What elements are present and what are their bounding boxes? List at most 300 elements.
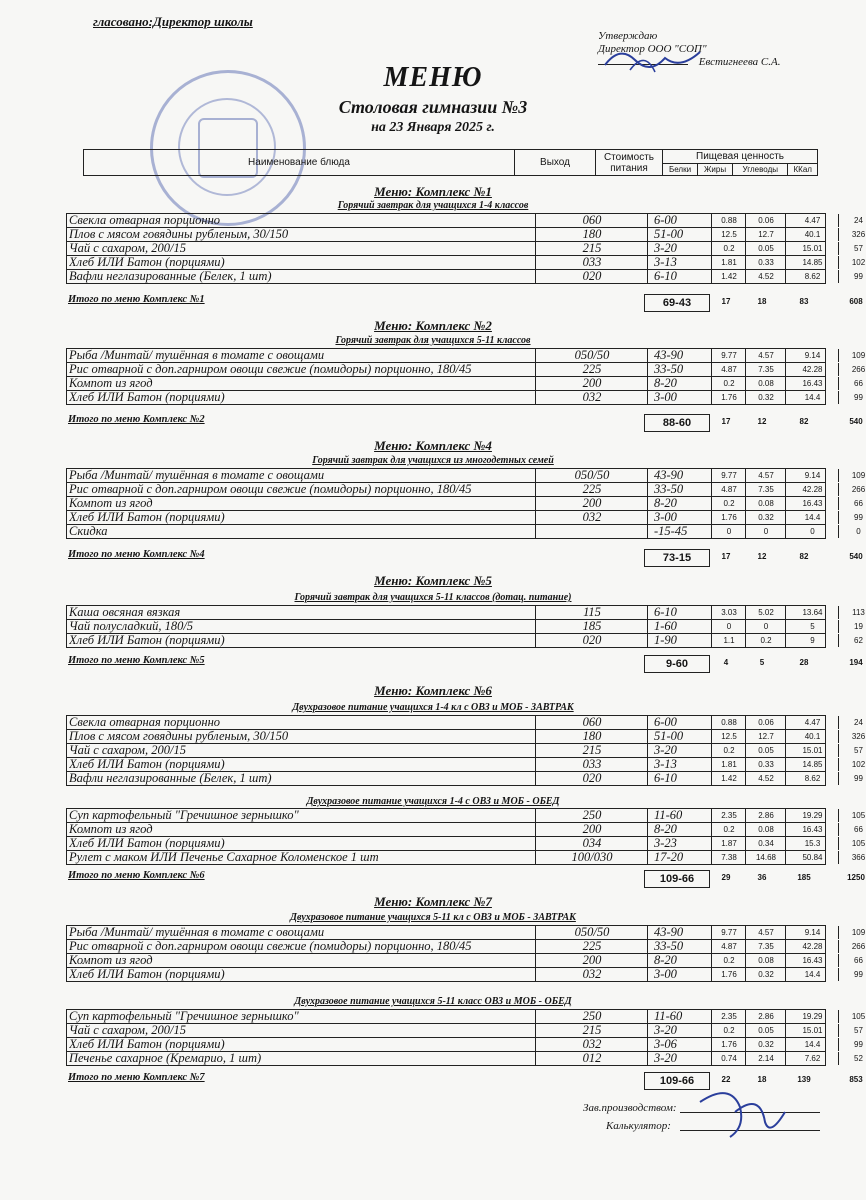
- meal-subtitle: Горячий завтрак для учащихся 5-11 классов: [335, 335, 531, 346]
- dish-carbs: 42.28: [785, 363, 839, 376]
- dish-price: 3-00: [647, 511, 711, 524]
- dish-name: Хлеб ИЛИ Батон (порциями): [69, 256, 225, 269]
- dish-kcal: 266: [838, 940, 866, 953]
- total-j: 5: [759, 658, 765, 667]
- table-row: [66, 525, 861, 539]
- table-row: [66, 758, 866, 772]
- total-price: 9-60: [644, 655, 710, 673]
- dish-kcal: 99: [838, 391, 866, 404]
- manager-signature-icon: [690, 1082, 790, 1142]
- total-price: 73-15: [644, 549, 710, 567]
- dish-kcal: 366: [838, 851, 866, 864]
- dish-kcal: 62: [838, 634, 866, 647]
- dish-price: 6-10: [647, 270, 711, 283]
- table-row: [66, 270, 863, 284]
- dish-carbs: 14.4: [785, 968, 839, 981]
- dish-price: 3-00: [647, 968, 711, 981]
- dish-kcal: 326: [838, 730, 866, 743]
- dish-name: Хлеб ИЛИ Батон (порциями): [69, 391, 225, 404]
- dish-carbs: 9.14: [785, 349, 839, 362]
- dish-price: 6-10: [647, 606, 711, 619]
- dish-price: 11-60: [647, 809, 711, 822]
- dish-fat: 0.32: [745, 511, 786, 524]
- dish-protein: 0.2: [711, 823, 746, 836]
- dish-kcal: 24: [838, 716, 866, 729]
- dish-output: 060: [535, 214, 648, 227]
- table-row: [66, 837, 866, 851]
- dish-price: 3-13: [647, 758, 711, 771]
- dish-price: 51-00: [647, 228, 711, 241]
- dish-protein: 0.2: [711, 744, 746, 757]
- dish-fat: 0.05: [745, 744, 786, 757]
- table-row: [66, 1010, 866, 1024]
- dish-name: Хлеб ИЛИ Батон (порциями): [69, 1038, 225, 1051]
- table-row: [66, 497, 863, 511]
- dish-output: 050/50: [535, 469, 648, 482]
- dish-table: [66, 715, 866, 786]
- dish-kcal: 109: [838, 469, 866, 482]
- dish-fat: 0.33: [745, 256, 786, 269]
- dish-output: 200: [535, 497, 648, 510]
- dish-kcal: 66: [838, 377, 866, 390]
- total-k: 194: [849, 658, 863, 667]
- total-u: 139: [797, 1075, 811, 1084]
- dish-price: 3-20: [647, 1052, 711, 1065]
- dish-carbs: 14.85: [785, 758, 839, 771]
- dish-fat: 0: [745, 525, 786, 538]
- dish-carbs: 14.4: [785, 511, 839, 524]
- dish-table: [66, 808, 866, 865]
- total-u: 82: [799, 417, 809, 426]
- dish-fat: 0.06: [745, 716, 786, 729]
- dish-kcal: 0: [838, 525, 866, 538]
- total-price: 69-43: [644, 294, 710, 312]
- total-b: 17: [721, 552, 731, 561]
- dish-kcal: 266: [838, 483, 866, 496]
- dish-kcal: 113: [838, 606, 866, 619]
- dish-protein: 0.88: [711, 214, 746, 227]
- dish-carbs: 4.47: [785, 214, 839, 227]
- dish-protein: 1.76: [711, 391, 746, 404]
- dish-fat: 0.08: [745, 377, 786, 390]
- menu-date: на 23 Января 2025 г.: [371, 120, 495, 135]
- dish-output: 115: [535, 606, 648, 619]
- page-title: МЕНЮ: [383, 62, 483, 93]
- complex-title: Меню: Комплекс №7: [374, 894, 492, 909]
- dish-table: [66, 468, 866, 539]
- dish-fat: 0.32: [745, 391, 786, 404]
- dish-output: 200: [535, 823, 648, 836]
- dish-output: 032: [535, 391, 648, 404]
- dish-kcal: 102: [838, 256, 866, 269]
- total-k: 540: [849, 417, 863, 426]
- meal-subtitle: Горячий завтрак для учащихся 1-4 классов: [337, 200, 529, 211]
- col-out-header: Выход: [515, 150, 596, 176]
- dish-fat: 0.32: [745, 968, 786, 981]
- dish-table: [66, 1009, 866, 1066]
- dish-fat: 0: [745, 620, 786, 633]
- table-row: [66, 214, 863, 228]
- dish-protein: 1.1: [711, 634, 746, 647]
- total-k: 853: [849, 1075, 863, 1084]
- total-k: 540: [849, 552, 863, 561]
- total-u: 28: [799, 658, 809, 667]
- table-row: [66, 228, 866, 242]
- dish-protein: 0.88: [711, 716, 746, 729]
- dish-name: Рыба /Минтай/ тушённая в томате с овощами: [69, 469, 325, 482]
- dish-name: Чай с сахаром, 200/15: [69, 744, 186, 757]
- table-row: [66, 926, 866, 940]
- meal-subtitle: Двухразовое питание учащихся 1-4 с ОВЗ и МОБ - ОБЕД: [306, 796, 560, 807]
- dish-kcal: 57: [838, 744, 866, 757]
- total-label: Итого по меню Комплекс №5: [68, 655, 205, 666]
- dish-output: 033: [535, 758, 648, 771]
- dish-name: Рыба /Минтай/ тушённая в томате с овощами: [69, 926, 325, 939]
- dish-carbs: 19.29: [785, 809, 839, 822]
- table-row: [66, 256, 866, 270]
- dish-kcal: 326: [838, 228, 866, 241]
- dish-price: 6-10: [647, 772, 711, 785]
- dish-kcal: 105: [838, 809, 866, 822]
- dish-output: 180: [535, 228, 648, 241]
- dish-output: 225: [535, 940, 648, 953]
- dish-carbs: 42.28: [785, 940, 839, 953]
- dish-protein: 9.77: [711, 349, 746, 362]
- dish-output: 200: [535, 954, 648, 967]
- dish-output: [535, 525, 648, 538]
- table-row: [66, 1024, 863, 1038]
- dish-name: Печенье сахарное (Кремарио, 1 шт): [69, 1052, 262, 1065]
- total-b: 4: [723, 658, 729, 667]
- total-price: 88-60: [644, 414, 710, 432]
- dish-kcal: 99: [838, 511, 866, 524]
- dish-output: 050/50: [535, 349, 648, 362]
- dish-price: 43-90: [647, 469, 711, 482]
- dish-fat: 2.86: [745, 809, 786, 822]
- approve-position: Директор ООО "СОП": [598, 43, 707, 55]
- dish-fat: 2.86: [745, 1010, 786, 1023]
- director-name: Евстигнеева С.А.: [698, 56, 781, 68]
- dish-output: 225: [535, 363, 648, 376]
- dish-carbs: 9: [785, 634, 839, 647]
- dish-fat: 2.14: [745, 1052, 786, 1065]
- dish-price: 8-20: [647, 823, 711, 836]
- dish-name: Чай с сахаром, 200/15: [69, 1024, 186, 1037]
- dish-name: Чай с сахаром, 200/15: [69, 242, 186, 255]
- dish-kcal: 99: [838, 270, 866, 283]
- dish-carbs: 9.14: [785, 926, 839, 939]
- dish-carbs: 14.4: [785, 1038, 839, 1051]
- dish-protein: 7.38: [711, 851, 746, 864]
- dish-output: 215: [535, 744, 648, 757]
- dish-carbs: 0: [785, 525, 839, 538]
- dish-price: 3-20: [647, 242, 711, 255]
- dish-price: 51-00: [647, 730, 711, 743]
- dish-carbs: 42.28: [785, 483, 839, 496]
- dish-fat: 0.06: [745, 214, 786, 227]
- dish-carbs: 15.01: [785, 1024, 839, 1037]
- dish-carbs: 14.4: [785, 391, 839, 404]
- dish-carbs: 13.64: [785, 606, 839, 619]
- dish-kcal: 266: [838, 363, 866, 376]
- dish-name: Рыба /Минтай/ тушённая в томате с овощами: [69, 349, 325, 362]
- complex-total: [66, 655, 863, 672]
- dish-name: Компот из ягод: [69, 823, 153, 836]
- total-j: 36: [757, 873, 767, 882]
- dish-output: 060: [535, 716, 648, 729]
- dish-protein: 1.76: [711, 511, 746, 524]
- dish-name: Компот из ягод: [69, 377, 153, 390]
- calculator-label: Калькулятор:: [606, 1120, 671, 1132]
- dish-price: -15-45: [647, 525, 711, 538]
- dish-carbs: 16.43: [785, 377, 839, 390]
- dish-price: 3-00: [647, 391, 711, 404]
- dish-protein: 0.2: [711, 1024, 746, 1037]
- meal-subtitle: Горячий завтрак для учащихся из многодетных семей: [312, 455, 554, 466]
- dish-output: 020: [535, 634, 648, 647]
- dish-name: Рис отварной с доп.гарниром овощи свежие (помидоры) порционно, 180/45: [69, 940, 472, 953]
- dish-fat: 0.05: [745, 1024, 786, 1037]
- total-price: 109-66: [644, 870, 710, 888]
- total-price: 109-66: [644, 1072, 710, 1090]
- dish-fat: 14.68: [745, 851, 786, 864]
- dish-name: Плов с мясом говядины рубленым, 30/150: [69, 228, 289, 241]
- dish-output: 034: [535, 837, 648, 850]
- dish-output: 250: [535, 1010, 648, 1023]
- dish-protein: 1.76: [711, 968, 746, 981]
- dish-kcal: 99: [838, 772, 866, 785]
- dish-protein: 4.87: [711, 363, 746, 376]
- col-u-header: Углеводы: [733, 164, 788, 176]
- dish-kcal: 105: [838, 837, 866, 850]
- dish-protein: 0.2: [711, 954, 746, 967]
- complex-total: [66, 294, 863, 311]
- table-row: [66, 469, 866, 483]
- dish-carbs: 7.62: [785, 1052, 839, 1065]
- dish-output: 020: [535, 772, 648, 785]
- dish-price: 17-20: [647, 851, 711, 864]
- dish-output: 215: [535, 1024, 648, 1037]
- col-nutrition-header: Пищевая ценность: [663, 150, 818, 164]
- dish-output: 012: [535, 1052, 648, 1065]
- dish-output: 225: [535, 483, 648, 496]
- dish-kcal: 102: [838, 758, 866, 771]
- dish-kcal: 105: [838, 1010, 866, 1023]
- dish-price: 33-50: [647, 363, 711, 376]
- total-j: 18: [757, 297, 767, 306]
- dish-name: Рулет с маком ИЛИ Печенье Сахарное Коломенское 1 шт: [69, 851, 379, 864]
- col-name-header: Наименование блюда: [84, 150, 515, 176]
- dish-price: 1-90: [647, 634, 711, 647]
- table-row: [66, 716, 863, 730]
- table-row: [66, 483, 866, 497]
- dish-output: 100/030: [535, 851, 648, 864]
- dish-fat: 7.35: [745, 483, 786, 496]
- dish-name: Рис отварной с доп.гарниром овощи свежие (помидоры) порционно, 180/45: [69, 483, 472, 496]
- dish-table: [66, 213, 866, 284]
- dish-protein: 1.42: [711, 772, 746, 785]
- dish-carbs: 4.47: [785, 716, 839, 729]
- dish-protein: 12.5: [711, 730, 746, 743]
- table-row: [66, 620, 863, 634]
- dish-kcal: 57: [838, 242, 866, 255]
- table-row: [66, 1052, 863, 1066]
- dish-price: 3-20: [647, 1024, 711, 1037]
- dish-name: Вафли неглазированные (Белек, 1 шт): [69, 772, 272, 785]
- dish-output: 215: [535, 242, 648, 255]
- dish-name: Суп картофельный "Гречишное зернышко": [69, 1010, 299, 1023]
- table-row: [66, 940, 866, 954]
- dish-output: 032: [535, 511, 648, 524]
- dish-price: 33-50: [647, 940, 711, 953]
- dish-name: Компот из ягод: [69, 497, 153, 510]
- dish-fat: 0.05: [745, 242, 786, 255]
- table-row: [66, 242, 863, 256]
- dish-kcal: 52: [838, 1052, 866, 1065]
- meal-subtitle: Горячий завтрак для учащихся 5-11 классов (дотац. питание): [294, 592, 572, 603]
- dish-name: Суп картофельный "Гречишное зернышко": [69, 809, 299, 822]
- table-row: [66, 954, 863, 968]
- dish-price: 6-00: [647, 214, 711, 227]
- dish-name: Чай полусладкий, 180/5: [69, 620, 194, 633]
- total-j: 18: [757, 1075, 767, 1084]
- dish-protein: 4.87: [711, 483, 746, 496]
- dish-fat: 12.7: [745, 228, 786, 241]
- meal-subtitle: Двухразовое питание учащихся 5-11 класс ОВЗ и МОБ - ОБЕД: [294, 996, 572, 1007]
- dish-fat: 5.02: [745, 606, 786, 619]
- dish-name: Компот из ягод: [69, 954, 153, 967]
- dish-carbs: 15.01: [785, 744, 839, 757]
- total-label: Итого по меню Комплекс №6: [68, 870, 205, 881]
- dish-carbs: 8.62: [785, 772, 839, 785]
- complex-title: Меню: Комплекс №2: [374, 318, 492, 333]
- dish-price: 8-20: [647, 954, 711, 967]
- dish-kcal: 66: [838, 954, 866, 967]
- col-j-header: Жиры: [698, 164, 733, 176]
- total-u: 82: [799, 552, 809, 561]
- dish-protein: 9.77: [711, 926, 746, 939]
- dish-fat: 0.34: [745, 837, 786, 850]
- dish-fat: 4.57: [745, 349, 786, 362]
- total-b: 17: [721, 417, 731, 426]
- dish-protein: 9.77: [711, 469, 746, 482]
- dish-name: Хлеб ИЛИ Батон (порциями): [69, 634, 225, 647]
- dish-kcal: 66: [838, 497, 866, 510]
- dish-protein: 12.5: [711, 228, 746, 241]
- total-label: Итого по меню Комплекс №2: [68, 414, 205, 425]
- total-label: Итого по меню Комплекс №7: [68, 1072, 205, 1083]
- table-row: [66, 730, 866, 744]
- dish-protein: 1.81: [711, 758, 746, 771]
- dish-price: 3-20: [647, 744, 711, 757]
- dish-carbs: 15.3: [785, 837, 839, 850]
- table-row: [66, 1038, 863, 1052]
- dish-price: 3-13: [647, 256, 711, 269]
- total-u: 83: [799, 297, 809, 306]
- approval-left-label: гласовано:Директор школы: [93, 14, 253, 29]
- dish-name: Вафли неглазированные (Белек, 1 шт): [69, 270, 272, 283]
- complex-title: Меню: Комплекс №1: [374, 184, 492, 199]
- table-row: [66, 391, 863, 405]
- dish-price: 43-90: [647, 926, 711, 939]
- dish-protein: 3.03: [711, 606, 746, 619]
- dish-price: 43-90: [647, 349, 711, 362]
- dish-name: Хлеб ИЛИ Батон (порциями): [69, 968, 225, 981]
- dish-output: 250: [535, 809, 648, 822]
- dish-output: 180: [535, 730, 648, 743]
- dish-price: 11-60: [647, 1010, 711, 1023]
- dish-price: 8-20: [647, 497, 711, 510]
- total-k: 608: [849, 297, 863, 306]
- dish-carbs: 40.1: [785, 730, 839, 743]
- dish-carbs: 16.43: [785, 823, 839, 836]
- complex-title: Меню: Комплекс №4: [374, 438, 492, 453]
- dish-name: Хлеб ИЛИ Батон (порциями): [69, 758, 225, 771]
- manager-label: Зав.производством:: [583, 1102, 677, 1114]
- dish-fat: 7.35: [745, 940, 786, 953]
- dish-protein: 1.81: [711, 256, 746, 269]
- dish-fat: 0.08: [745, 954, 786, 967]
- total-u: 185: [797, 873, 811, 882]
- dish-output: 020: [535, 270, 648, 283]
- total-label: Итого по меню Комплекс №1: [68, 294, 205, 305]
- dish-kcal: 99: [838, 1038, 866, 1051]
- table-row: [66, 634, 863, 648]
- meal-subtitle: Двухразовое питание учащихся 5-11 кл с ОВЗ и МОБ - ЗАВТРАК: [290, 912, 576, 923]
- dish-fat: 0.32: [745, 1038, 786, 1051]
- total-b: 22: [721, 1075, 731, 1084]
- table-row: [66, 823, 863, 837]
- dish-carbs: 19.29: [785, 1010, 839, 1023]
- col-b-header: Белки: [663, 164, 698, 176]
- total-b: 17: [721, 297, 731, 306]
- dish-name: Рис отварной с доп.гарниром овощи свежие (помидоры) порционно, 180/45: [69, 363, 472, 376]
- dish-price: 6-00: [647, 716, 711, 729]
- dish-fat: 0.33: [745, 758, 786, 771]
- dish-carbs: 14.85: [785, 256, 839, 269]
- dish-carbs: 9.14: [785, 469, 839, 482]
- approve-word: Утверждаю: [598, 30, 658, 42]
- dish-kcal: 109: [838, 926, 866, 939]
- dish-price: 3-06: [647, 1038, 711, 1051]
- table-row: [66, 809, 866, 823]
- dish-output: 033: [535, 256, 648, 269]
- dish-name: Хлеб ИЛИ Батон (порциями): [69, 837, 225, 850]
- table-row: [66, 511, 863, 525]
- dish-fat: 4.57: [745, 469, 786, 482]
- dish-name: Скидка: [69, 525, 108, 538]
- dish-protein: 0: [711, 525, 746, 538]
- complex-total: [66, 870, 865, 887]
- dish-protein: 0.2: [711, 497, 746, 510]
- dish-fat: 12.7: [745, 730, 786, 743]
- dish-kcal: 109: [838, 349, 866, 362]
- table-row: [66, 606, 865, 620]
- dish-price: 1-60: [647, 620, 711, 633]
- dish-carbs: 50.84: [785, 851, 839, 864]
- dish-protein: 2.35: [711, 1010, 746, 1023]
- dish-kcal: 19: [838, 620, 866, 633]
- dish-carbs: 15.01: [785, 242, 839, 255]
- dish-table: [66, 605, 865, 648]
- total-j: 12: [757, 417, 767, 426]
- dish-price: 33-50: [647, 483, 711, 496]
- dish-protein: 0.74: [711, 1052, 746, 1065]
- total-k: 1250: [847, 873, 865, 882]
- dish-carbs: 5: [785, 620, 839, 633]
- dish-kcal: 57: [838, 1024, 866, 1037]
- dish-fat: 0.08: [745, 823, 786, 836]
